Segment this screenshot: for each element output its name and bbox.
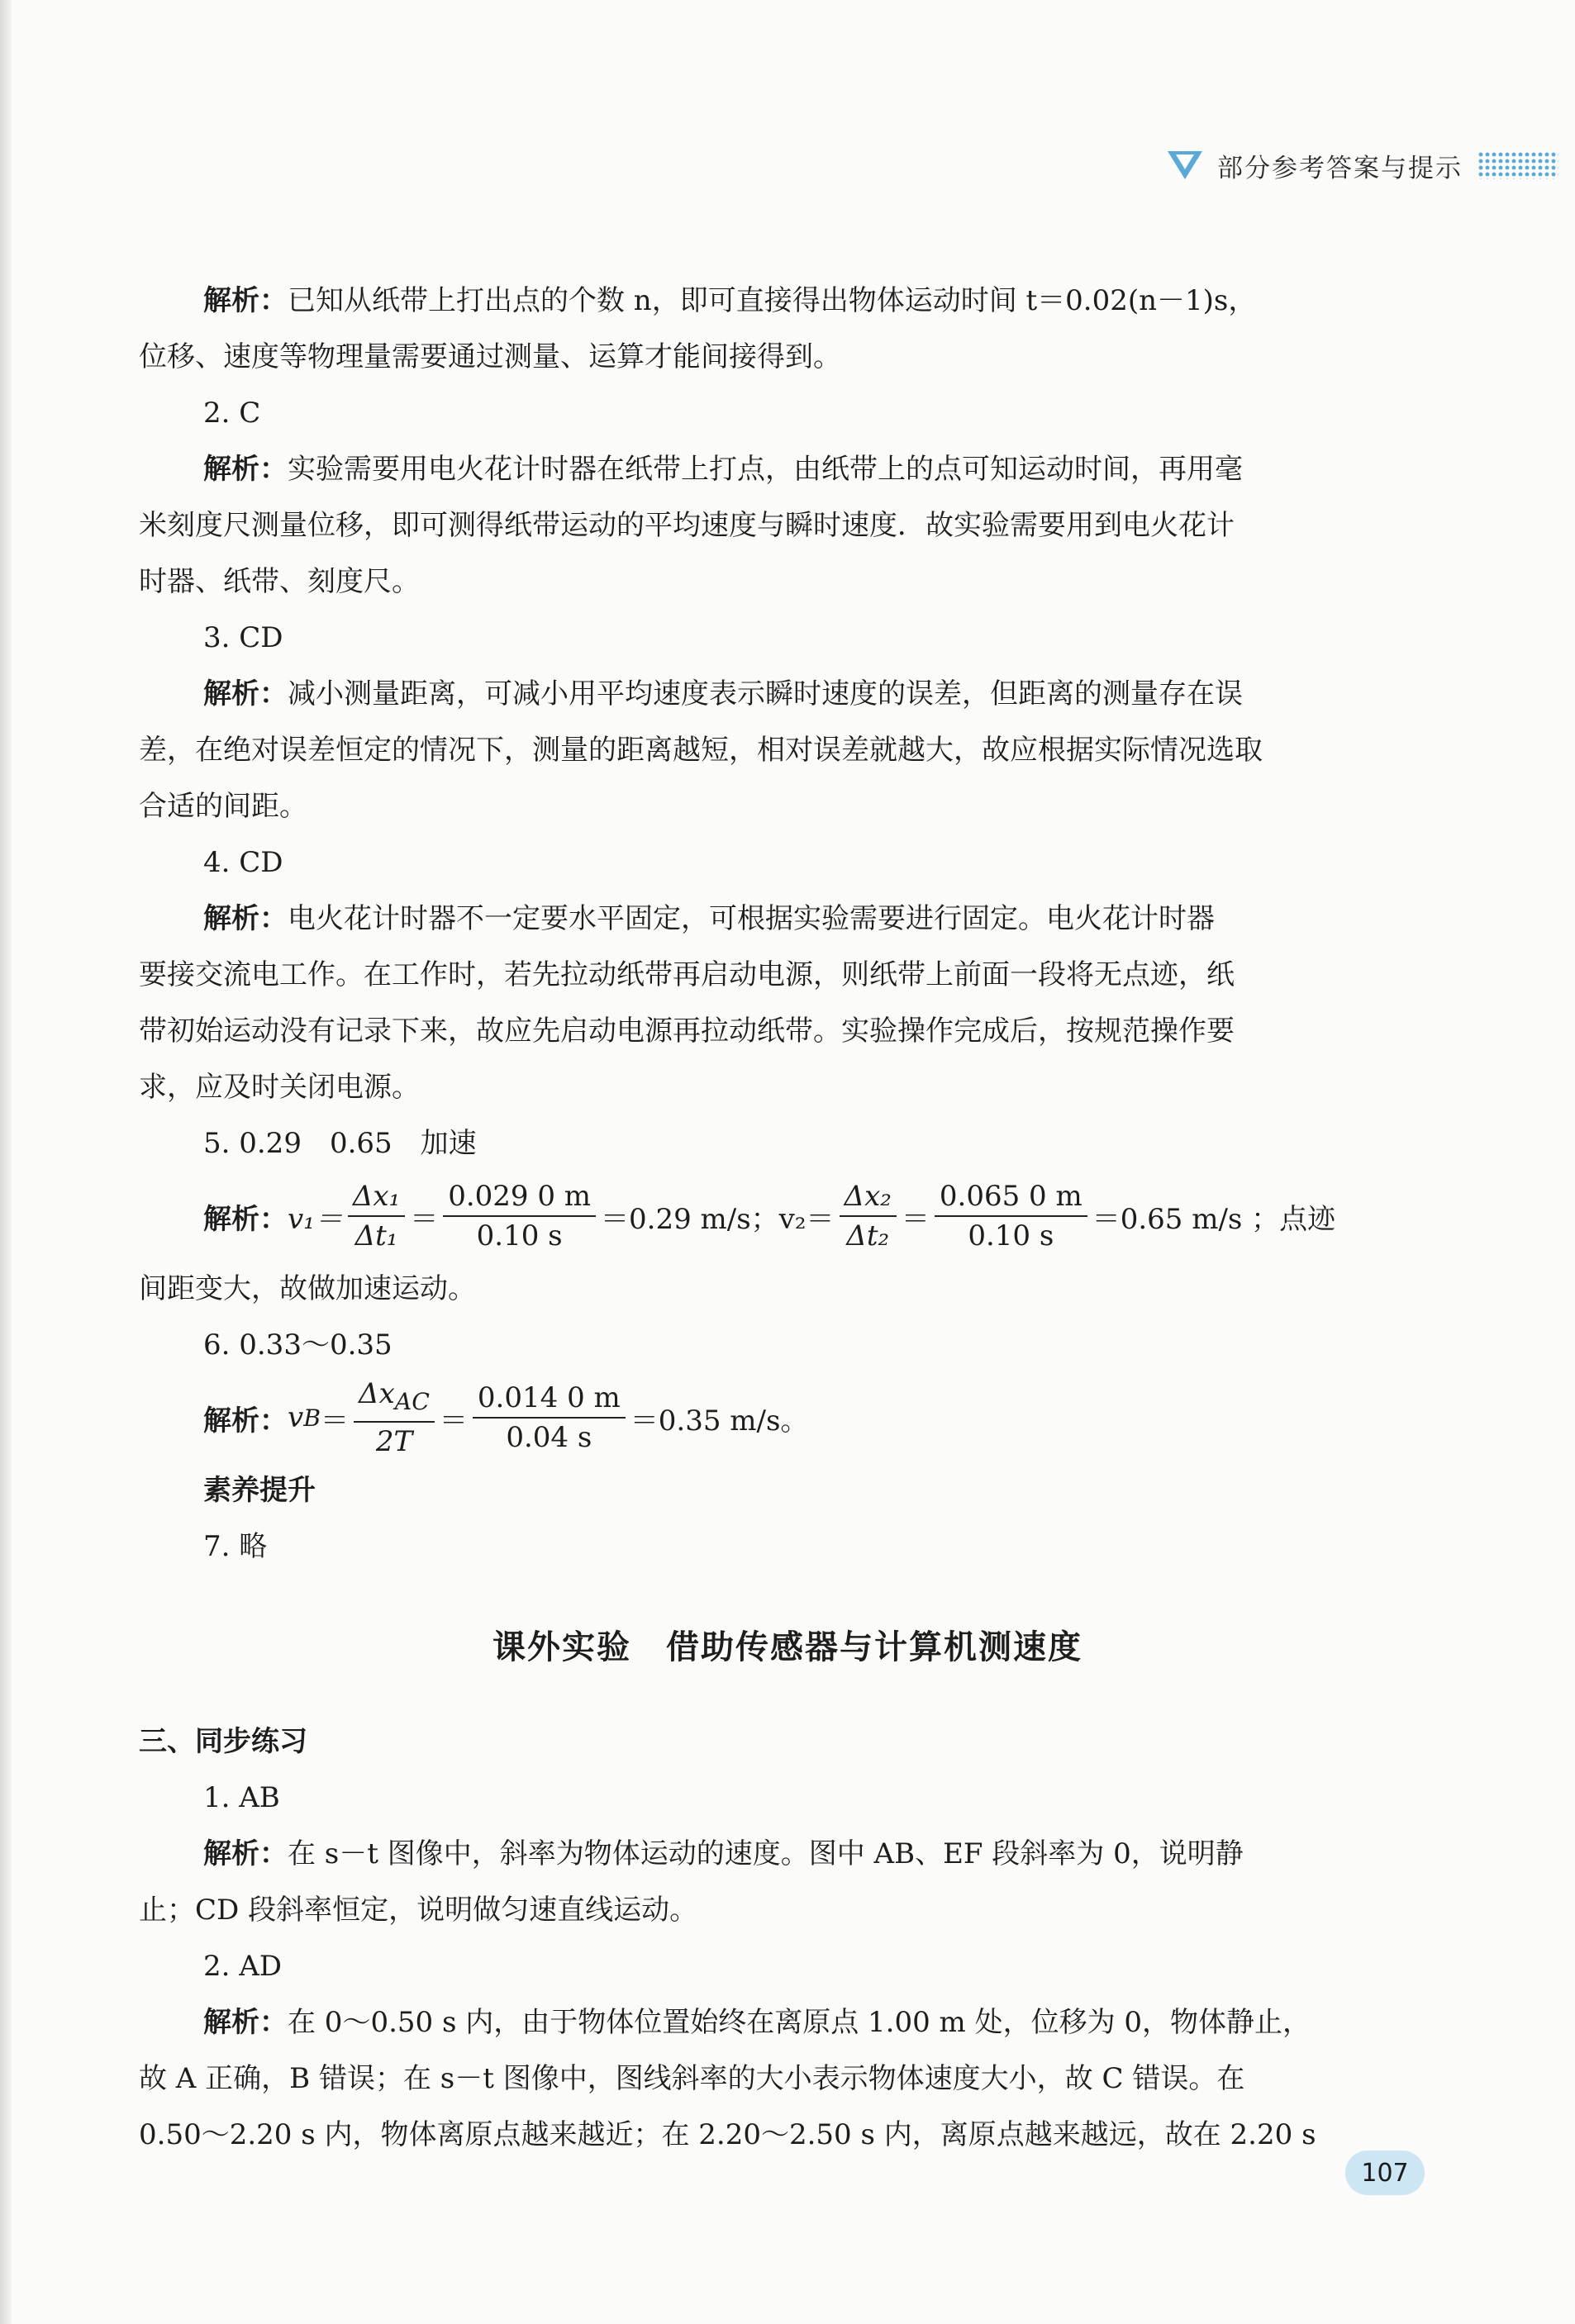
explanation-4-cont-1: 要接交流电工作。在工作时，若先拉动纸带再启动电源，则纸带上前面一段将无点迹，纸 bbox=[139, 958, 1235, 991]
page-body-2 bbox=[139, 1713, 1395, 2163]
explanation-4-cont-3: 求，应及时关闭电源。 bbox=[139, 1071, 420, 1104]
explanation-2-cont-1: 米刻度尺测量位移，即可测得纸带运动的平均速度与瞬时速度．故实验需要用到电火花计 bbox=[139, 509, 1235, 542]
answer-2: 2. C bbox=[203, 397, 261, 430]
explanation-b2: 解析：在 0～0.50 s 内，由于物体位置始终在离原点 1.00 m 处，位移为 0，物体静止， bbox=[203, 2006, 1311, 2039]
section-heading-suyang: 素养提升 bbox=[203, 1474, 316, 1507]
explanation-1: 解析：已知从纸带上打出点的个数 n，即可直接得出物体运动时间 t＝0.02(n－1)s， bbox=[203, 284, 1257, 317]
section-heading-3: 三、同步练习 bbox=[139, 1725, 307, 1758]
page-body bbox=[139, 273, 1395, 1575]
fraction: $\frac{0.065 0 m}{0.10 s}$ bbox=[935, 1179, 1087, 1253]
fraction: $\frac{0.014 0 m}{0.04 s}$ bbox=[473, 1381, 626, 1455]
formula-6: 解析： v B ＝ $\frac{\Delta x_{AC}}{2T}$ ＝ $\frac{0.014 0 m}{0.04 s}$ ＝0.35 m/s。 bbox=[203, 1377, 809, 1458]
answer-7: 7. 略 bbox=[203, 1530, 268, 1563]
answer-4: 4. CD bbox=[203, 846, 283, 879]
explanation-3-cont-1: 差，在绝对误差恒定的情况下，测量的距离越短，相对误差就越大，故应根据实际情况选取 bbox=[139, 734, 1263, 767]
page-number: 107 bbox=[1345, 2151, 1425, 2195]
running-header bbox=[1166, 142, 1558, 188]
explanation-3: 解析：减小测量距离，可减小用平均速度表示瞬时速度的误差，但距离的测量存在误 bbox=[203, 677, 1243, 711]
fraction: $\frac{\Delta x_{AC}}{2T}$ bbox=[354, 1376, 435, 1459]
answer-b2: 2. AD bbox=[203, 1950, 283, 1983]
header-dot-pattern bbox=[1477, 151, 1558, 179]
fraction: $\frac{\text{Δx₁}}{\text{Δt₁}}$ bbox=[348, 1179, 405, 1253]
page-edge-shadow bbox=[0, 0, 12, 2324]
explanation-2-cont-2: 时器、纸带、刻度尺。 bbox=[139, 565, 420, 598]
explanation-b1-cont: 止；CD 段斜率恒定，说明做匀速直线运动。 bbox=[139, 1894, 698, 1927]
fraction: $\frac{\text{Δx₂}}{\text{Δt₂}}$ bbox=[840, 1179, 897, 1253]
answer-6: 6. 0.33～0.35 bbox=[203, 1328, 393, 1362]
explanation-b2-cont-2: 0.50～2.20 s 内，物体离原点越来越近；在 2.20～2.50 s 内，离原点越来越远，故在 2.20 s bbox=[139, 2118, 1316, 2151]
chapter-title: 课外实验 借助传感器与计算机测速度 bbox=[492, 1628, 1083, 1666]
formula-5: 解析： v₁＝ $\frac{\text{Δx₁}}{\text{Δt₁}}$ ＝ $\frac{0.029 0 m}{0.10 s}$ ＝0.29 m/s；v₂＝ $\frac{\text{Δx₂}}{\text{Δt₂}}$ ＝ $\frac{0.065 0 m}{0.10 s}$ ＝0.65 m/s ；点迹 bbox=[203, 1180, 1336, 1252]
explanation-b2-cont-1: 故 A 正确，B 错误；在 s－t 图像中，图线斜率的大小表示物体速度大小，故 C 错误。在 bbox=[139, 2062, 1245, 2095]
explanation-1-cont: 位移、速度等物理量需要通过测量、运算才能间接得到。 bbox=[139, 340, 841, 373]
explanation-3-cont-2: 合适的间距。 bbox=[139, 790, 307, 823]
explanation-4: 解析：电火花计时器不一定要水平固定，可根据实验需要进行固定。电火花计时器 bbox=[203, 902, 1215, 935]
answer-b1: 1. AB bbox=[203, 1781, 280, 1814]
header-title: 部分参考答案与提示 bbox=[1217, 153, 1463, 183]
answer-3: 3. CD bbox=[203, 621, 283, 654]
explanation-5-cont: 间距变大，故做加速运动。 bbox=[139, 1272, 476, 1305]
explanation-2: 解析：实验需要用电火花计时器在纸带上打点，由纸带上的点可知运动时间，再用毫 bbox=[203, 453, 1243, 486]
explanation-4-cont-2: 带初始运动没有记录下来，故应先启动电源再拉动纸带。实验操作完成后，按规范操作要 bbox=[139, 1015, 1235, 1048]
answer-5: 5. 0.29 0.65 加速 bbox=[203, 1127, 477, 1160]
chevron-down-icon bbox=[1166, 146, 1204, 184]
fraction: $\frac{0.029 0 m}{0.10 s}$ bbox=[443, 1179, 596, 1253]
explanation-b1: 解析：在 s－t 图像中，斜率为物体运动的速度。图中 AB、EF 段斜率为 0，说明静 bbox=[203, 1837, 1244, 1870]
